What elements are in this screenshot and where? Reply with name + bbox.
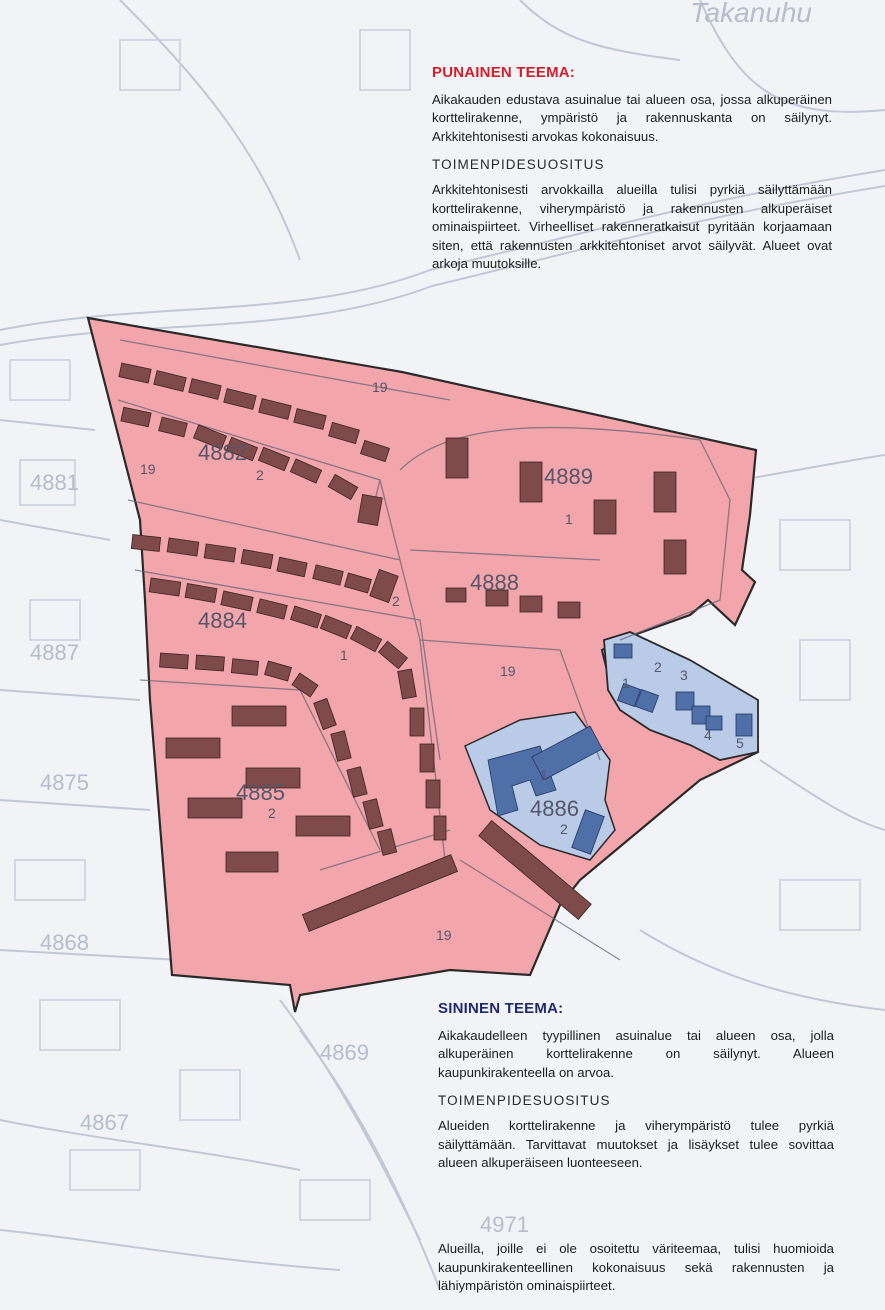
blue-theme-recommendation-heading: TOIMENPIDESUOSITUS — [438, 1093, 611, 1109]
map-label-4867: 4867 — [80, 1110, 129, 1135]
plot-label-2c: 2 — [268, 805, 276, 821]
red-theme-recommendation: Arkkitehtonisesti arvokkailla alueilla tulisi pyrkiä säilyttämään korttelirakenne, viherympäristö ja rakennusten alkuperäiset ominaispiirteet. Virheelliset rakenneratkaisut pyritään korjaamaan siten, että rakennusten arkkitehtoniset arvot säilyvät. Alueet ovat arkoja muutoksille. — [432, 181, 832, 272]
map-label-4886: 4886 — [530, 796, 579, 821]
map-label-4875: 4875 — [40, 770, 89, 795]
plot-label-3: 3 — [680, 667, 688, 683]
plot-label-1b: 1 — [340, 647, 348, 663]
map-label-4889: 4889 — [544, 464, 593, 489]
map-label-4887: 4887 — [30, 640, 79, 665]
general-note-text: Alueilla, joille ei ole osoitettu väriteemaa, tulisi huomioida kaupunkirakenteellinen kokonaisuus sekä rakennusten ja lähiympäristön ominaispiirteet. — [438, 1241, 834, 1294]
plot-label-19a: 19 — [372, 379, 388, 395]
plot-label-19b: 19 — [140, 461, 156, 477]
map-label-4882: 4882 — [198, 440, 247, 465]
red-theme-recommendation-heading: TOIMENPIDESUOSITUS — [432, 157, 605, 173]
plot-label-1: 1 — [565, 511, 573, 527]
plot-label-2e: 2 — [560, 821, 568, 837]
red-theme-title: PUNAINEN TEEMA: — [432, 64, 576, 81]
blue-theme-description: Aikakaudelleen tyypillinen asuinalue tai alueen osa, jolla alkuperäinen korttelirakenne on säilynyt. Alueen kaupunkirakenteella on arvoa. — [438, 1027, 834, 1080]
plot-label-1d: 1 — [540, 767, 548, 783]
blue-theme-legend — [438, 1000, 834, 1173]
red-theme-legend — [432, 64, 832, 274]
plot-label-2: 2 — [256, 467, 264, 483]
map-label-4869: 4869 — [320, 1040, 369, 1065]
blue-theme-title: SININEN TEEMA: — [438, 1000, 564, 1017]
plot-label-19d: 19 — [436, 927, 452, 943]
map-label-takanuhu: Takanuhu — [690, 0, 812, 28]
plot-label-4: 4 — [704, 727, 712, 743]
map-label-4868: 4868 — [40, 930, 89, 955]
plot-label-2b: 2 — [392, 593, 400, 609]
map-label-4888: 4888 — [470, 570, 519, 595]
plot-label-2d: 2 — [654, 659, 662, 675]
general-note — [438, 1240, 834, 1296]
map-label-4884: 4884 — [198, 608, 247, 633]
red-theme-description: Aikakauden edustava asuinalue tai alueen osa, jossa alkuperäinen korttelirakenne, ympäristö ja rakennuskanta on säilynyt. Arkkitehtonisesti arvokas kokonaisuus. — [432, 91, 832, 144]
map-label-4885: 4885 — [236, 780, 285, 805]
map-label-4971: 4971 — [480, 1212, 529, 1237]
plot-label-19c: 19 — [500, 663, 516, 679]
plot-label-1c: 1 — [622, 675, 630, 691]
plot-label-5: 5 — [736, 735, 744, 751]
map-label-4881: 4881 — [30, 470, 79, 495]
blue-theme-recommendation: Alueiden korttelirakenne ja viherympäristö tulee pyrkiä säilyttämään. Tarvittavat muutokset ja lisäykset tulee sovittaa alueen alkuperäiseen luonteeseen. — [438, 1117, 834, 1171]
